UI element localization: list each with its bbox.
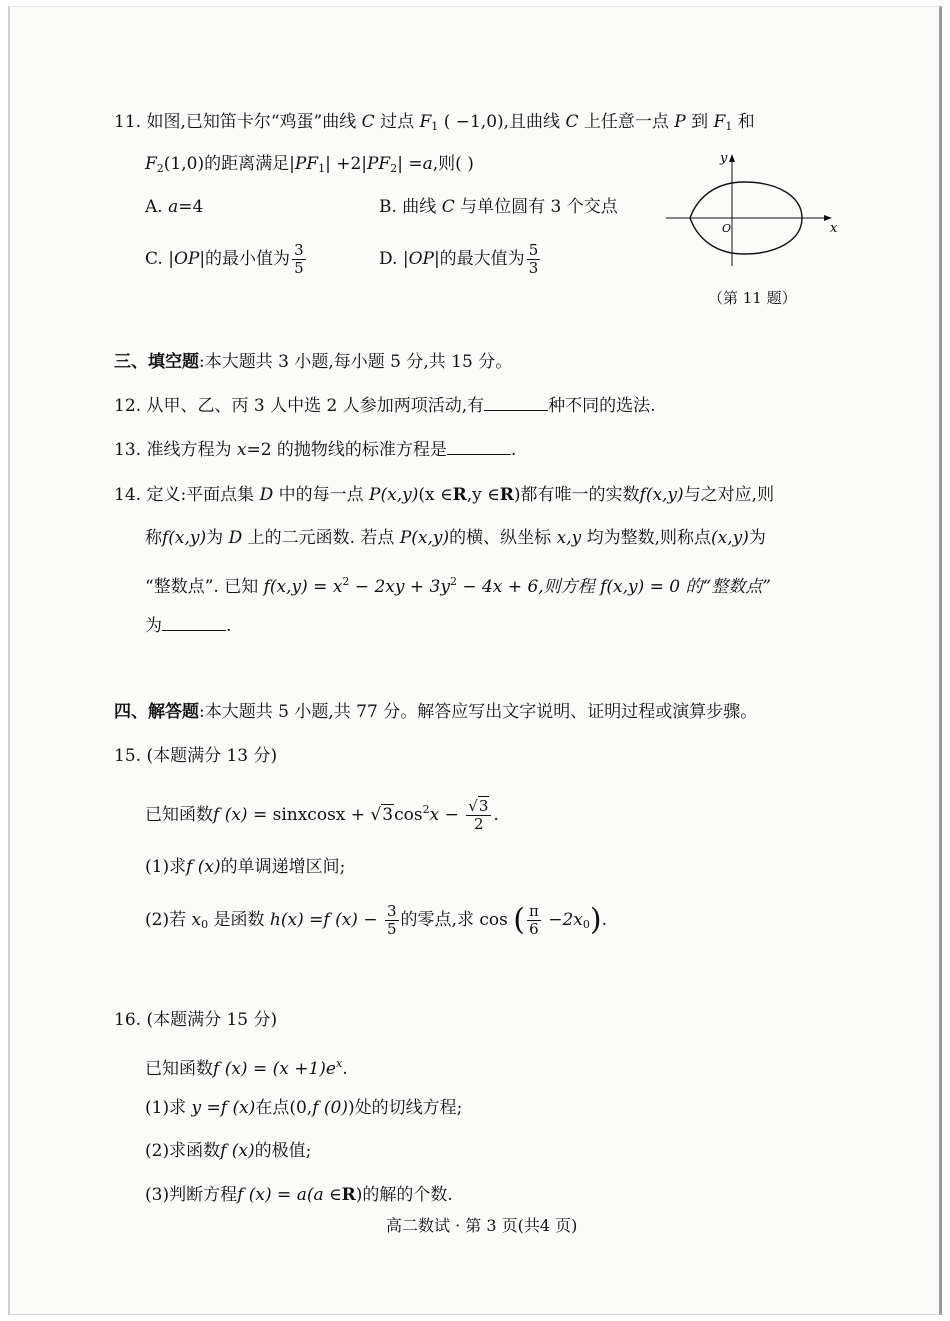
section-4-desc: :本大题共 5 小题,共 77 分。解答应写出文字说明、证明过程或演算步骤。 (199, 702, 758, 722)
q16-part-1 (145, 1096, 462, 1120)
q15-given: 已知函数f (x) = sinxcosx + $√3\cos^2x$ − $\frac{√3}{2}$ . (145, 797, 499, 833)
q11-option-c-fraction (292, 242, 306, 277)
q15-number: 15. (114, 746, 142, 766)
q13-eq: =2 的抛物线的标准方程是 (246, 440, 447, 460)
q14-l1-c: (x ∈ (418, 485, 453, 505)
q14-l3-d: (x,y) = 0 的“整数点” (606, 577, 771, 597)
q11-f2-coord: (1,0)的距离满足| (163, 154, 295, 174)
q14-l2-d-text: 的横、纵坐标 (449, 528, 552, 548)
q16-p3-c: (a ∈ (306, 1185, 342, 1205)
q11-line-2 (145, 152, 474, 181)
q16-score: (本题满分 15 分) (146, 1010, 278, 1030)
q14-line-4 (145, 614, 231, 638)
q11-option-d (379, 242, 542, 277)
q14-l2-a: 称 (145, 528, 162, 548)
section-3-header (114, 350, 512, 374)
q14-l2-p: P (399, 528, 412, 548)
q11-option-a-var: a (168, 197, 179, 217)
q11-option-c-denominator: 5 (294, 259, 304, 277)
q12-text-a: 从甲、乙、丙 3 人中选 2 人参加两项活动,有 (146, 396, 485, 416)
q15-frac-num-val: 3 (478, 797, 489, 815)
q16-p3-d: )的解的个数. (355, 1185, 453, 1205)
q14-l2-f: f (162, 528, 169, 548)
q14-l2-f-text: 为 (748, 528, 766, 548)
q12-number: 12. (114, 396, 142, 416)
q11-option-a (145, 195, 203, 219)
q16-number: 16. (114, 1010, 142, 1030)
q15-p2-label: (2)若 (145, 910, 187, 930)
q14-l2-d: D (228, 528, 243, 548)
q15-p2-x0-sub: 0 (582, 918, 590, 931)
q14-l2-xy-4: (x,y) (711, 528, 749, 548)
q15-left-paren: ( (513, 902, 525, 938)
q15-p2-d: 的零点,求 cos (400, 910, 508, 930)
q15-sqrt3: 3 (382, 805, 394, 825)
q14-set-r-2: R (499, 485, 514, 505)
q15-part-2 (145, 900, 607, 945)
q16-p3-fx: f (x) (237, 1185, 272, 1205)
q16-p1-y: y (191, 1098, 202, 1118)
q16-p2-label: (2)求函数 (145, 1141, 221, 1161)
q11-option-d-denominator: 3 (528, 259, 539, 277)
section-4-header (114, 700, 757, 724)
q15-x0-sub: 0 (201, 918, 209, 931)
q12-text-b: 种不同的选法. (548, 396, 656, 416)
q14-l3-fxy: (x,y) = x (269, 577, 343, 597)
q15-p2-den: 5 (387, 920, 397, 938)
q11-option-d-op: OP (408, 249, 434, 269)
q14-l2-c: 上的二元函数. 若点 (247, 528, 395, 548)
q11-option-a-label: A. (145, 197, 163, 217)
q14-xy: (x,y) (380, 485, 419, 505)
q11-option-c-numerator: 3 (294, 241, 304, 259)
q16-p1-fx: f (x) (220, 1098, 256, 1118)
q11-option-b-var: C (441, 197, 455, 217)
y-axis-label: y (720, 151, 728, 166)
q15-p2-end: . (601, 910, 608, 930)
q11-pf2-tail: | = (397, 154, 423, 174)
q15-given-c: cos (394, 805, 423, 825)
q16-given-a: 已知函数 (145, 1059, 213, 1079)
q15-p2-fraction (385, 903, 399, 938)
q11-var-a: a (422, 154, 433, 174)
q11-figure-caption: （第 11 题） (708, 289, 797, 307)
q16-p1-f0: f (0) (312, 1098, 348, 1118)
q15-part-1 (145, 855, 345, 879)
q11-egg-curve-figure (662, 148, 842, 273)
q15-hx: h(x) (269, 910, 304, 930)
q11-pf1-tail: | +2| (325, 154, 367, 174)
q15-fx: f (x) (213, 805, 248, 825)
q14-line-1 (114, 483, 774, 507)
q13-text-a: 准线方程为 (146, 440, 232, 460)
q11-f1-sub: 1 (431, 120, 439, 133)
q14-l2-xy-2: (x,y) (411, 528, 450, 548)
q11-option-c (145, 242, 308, 277)
q15-pi-fraction (527, 903, 541, 938)
q11-stem-end: ,则( ) (432, 154, 474, 174)
q16-p3-b: = (271, 1185, 292, 1205)
q16-given (145, 1052, 348, 1081)
q11-option-a-value: =4 (178, 197, 204, 217)
q16-p2-b: 的极值; (254, 1141, 312, 1161)
q15-x0: x (191, 910, 202, 930)
q15-score: (本题满分 13 分) (146, 746, 278, 766)
q13-var-x: x (236, 440, 247, 460)
q14-l2-b: 为 (206, 528, 224, 548)
q11-stem-b: 过点 (380, 112, 415, 132)
q15-p1-label: (1)求 (145, 857, 187, 877)
q11-f2-sub: 2 (156, 162, 164, 175)
q14-l2-xy: (x,y) (168, 528, 207, 548)
q14-l1-f: 与之对应,则 (683, 485, 775, 505)
section-4-title: 四、解答题 (114, 702, 199, 722)
q14-l3-f: f (263, 577, 270, 597)
q14-l1-a: 定义:平面点集 (146, 485, 255, 505)
q11-pf2: PF (366, 154, 391, 174)
q15-frac-den: 2 (474, 815, 484, 833)
q16-set-r: R (341, 1185, 356, 1205)
q14-l4-a: 为 (145, 616, 162, 636)
q14-f: f (639, 485, 646, 505)
q11-pf1-sub: 1 (318, 162, 326, 175)
q16-part-3 (145, 1183, 453, 1207)
q15-given-d: x − (429, 805, 459, 825)
q15-p2-c: − (357, 910, 378, 930)
q11-option-c-label: C. | (145, 249, 174, 269)
q13 (114, 438, 516, 462)
q14-l3-c: − 4x + 6,则方程 (456, 577, 595, 597)
q14-line-3 (145, 570, 771, 599)
q11-option-c-op: OP (173, 249, 200, 269)
q16-p1-label: (1)求 (145, 1098, 187, 1118)
page-footer: 高二数试 · 第 3 页(共4 页) (386, 1216, 578, 1235)
q15-p2-num: 3 (387, 902, 397, 920)
q11-option-d-label: D. | (379, 249, 409, 269)
q15-six: 6 (529, 920, 539, 938)
q14-l2-xy-3: x,y (556, 528, 582, 548)
q13-number: 13. (114, 440, 142, 460)
q16-header (114, 1008, 277, 1032)
q14-var-p: P (369, 485, 381, 505)
q11-stem-d: 到 (691, 112, 709, 132)
section-3-desc: :本大题共 3 小题,每小题 5 分,共 15 分。 (199, 352, 513, 372)
q11-f1-b: F (713, 112, 726, 132)
q15-p2-fx: f (x) (323, 910, 358, 930)
q11-var-p: P (674, 112, 686, 132)
q11-stem-e: 和 (737, 112, 755, 132)
q11-option-b-label: B. 曲线 (379, 197, 437, 217)
q15-header (114, 744, 277, 768)
q11-option-b-tail: 与单位圆有 3 个交点 (460, 197, 618, 217)
q14-l3-f-2: f (600, 577, 607, 597)
q15-fraction (466, 798, 491, 833)
q11-stem-c: 上任意一点 (583, 112, 669, 132)
q14-l1-b: 中的每一点 (278, 485, 364, 505)
q15-pi: π (528, 902, 539, 920)
q11-f1-coord: ( −1,0),且曲线 (443, 112, 561, 132)
q11-f1: F (419, 112, 432, 132)
q15-p2-e: −2x (542, 910, 583, 930)
q16-p1-c: 在点(0, (255, 1098, 313, 1118)
q14-l3-sup-1: 2 (342, 575, 350, 588)
q14-l3-a: “整数点”. 已知 (145, 577, 259, 597)
q15-given-b: = sinxcosx + (247, 805, 366, 825)
q11-pf1: PF (294, 154, 319, 174)
q14-l3-b: − 2xy + 3y (349, 577, 450, 597)
q16-p2-fx: f (x) (220, 1141, 255, 1161)
q15-given-end: . (493, 805, 499, 825)
q14-l4-end: . (226, 616, 232, 636)
q16-sup-x: x (336, 1057, 343, 1070)
q11-line-1 (114, 110, 755, 139)
q16-p1-d: )处的切线方程; (347, 1098, 463, 1118)
q14-set-r: R (452, 485, 467, 505)
q15-p2-a: 是函数 (213, 910, 265, 930)
q11-option-b (379, 195, 618, 219)
q14-l1-d: ,y ∈ (466, 485, 500, 505)
x-axis-label: x (830, 221, 838, 236)
y-axis-arrow (729, 154, 735, 162)
q11-option-c-tail: |的最小值为 (199, 249, 291, 269)
q16-given-end: . (342, 1059, 348, 1079)
q11-f1-sub-b: 1 (725, 120, 733, 133)
q11-option-d-fraction (527, 242, 541, 277)
q12-answer-blank[interactable] (484, 394, 548, 411)
q13-answer-blank[interactable] (447, 438, 511, 455)
q14-l1-e: )都有唯一的实数 (513, 485, 640, 505)
q14-var-d: D (259, 485, 274, 505)
q16-part-2 (145, 1139, 311, 1163)
q14-l3-sup-2: 2 (449, 575, 457, 588)
q16-p3-a: a (296, 1185, 307, 1205)
q11-f2: F (145, 154, 157, 174)
q15-right-paren: ) (589, 902, 602, 938)
q16-p3-label: (3)判断方程 (145, 1185, 238, 1205)
q16-p1-b: = (201, 1098, 221, 1118)
q15-p1-text: 的单调递增区间; (220, 857, 346, 877)
q16-fx: f (x) (213, 1059, 248, 1079)
q14-xy-2: (x,y) (645, 485, 684, 505)
q12 (114, 394, 656, 418)
q11-pf2-sub: 2 (390, 162, 398, 175)
q13-end: . (510, 440, 517, 460)
q11-option-d-tail: |的最大值为 (433, 249, 525, 269)
q15-frac-num: √3 (466, 798, 491, 816)
q15-p1-fx: f (x) (186, 857, 221, 877)
section-3-title: 三、填空题 (114, 352, 199, 372)
q16-given-b: = (x +1)e (247, 1059, 336, 1079)
q11-option-d-numerator: 5 (528, 241, 539, 259)
q14-line-2 (145, 526, 766, 550)
q15-p2-b: = (303, 910, 324, 930)
q11-var-c: C (361, 112, 375, 132)
q15-sup: 2 (422, 803, 430, 816)
q14-l2-e: 均为整数,则称点 (586, 528, 711, 548)
origin-label: O (722, 222, 732, 235)
q14-number: 14. (114, 485, 142, 505)
q14-answer-blank[interactable] (162, 614, 226, 631)
q11-number: 11. (114, 112, 142, 132)
q11-var-c-2: C (565, 112, 579, 132)
q11-stem-a: 如图,已知笛卡尔“鸡蛋”曲线 (146, 112, 357, 132)
q15-given-a: 已知函数 (145, 805, 213, 825)
